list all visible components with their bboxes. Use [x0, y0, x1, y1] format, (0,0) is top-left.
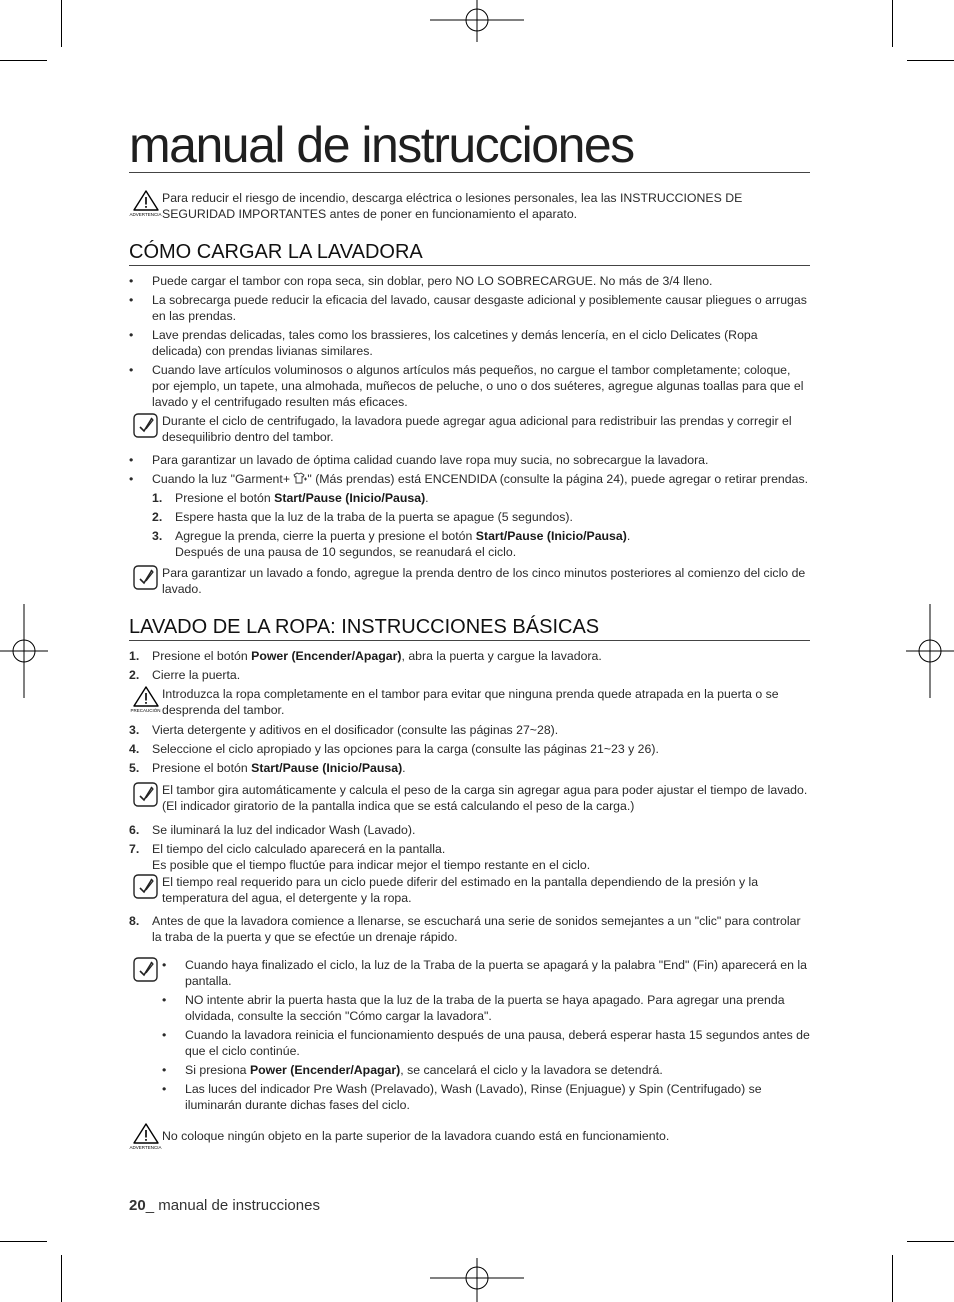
crop-mark — [0, 1241, 47, 1242]
crop-mark — [907, 1241, 954, 1242]
note-text: Para garantizar un lavado a fondo, agregue la prenda dentro de los cinco minutos posteriores al comienzo del ciclo de lavado. — [162, 566, 806, 596]
washing-steps — [129, 648, 810, 683]
step-item: 6. Se iluminará la luz del indicador Wash (Lavado). — [129, 823, 416, 837]
add-garment-steps — [152, 490, 810, 560]
crop-mark — [907, 60, 954, 61]
warning-icon-box — [129, 190, 162, 217]
note-icon — [133, 782, 158, 807]
list-item: • Cuando la luz "Garment+ " (Más prendas) está ENCENDIDA (consulte la página 24), puede agregar o retirar prendas. — [129, 471, 810, 487]
note-block — [129, 957, 810, 1116]
note-block — [129, 413, 810, 445]
list-item: • Cuando la lavadora reinicia el funcionamiento después de una pausa, deberá esperar hasta 15 segundos antes de que el ciclo continúe. — [162, 1027, 810, 1059]
caution-block — [129, 686, 810, 718]
note-icon — [133, 957, 158, 982]
note-block — [129, 874, 810, 906]
list-item: • NO intente abrir la puerta hasta que la luz de la traba de la puerta se haya apagado. Para agregar una prenda olvidada, consulte la sección "Cómo cargar la lavadora". — [162, 992, 810, 1024]
warning-text: Para reducir el riesgo de incendio, descarga eléctrica o lesiones personales, lea las INSTRUCCIONES DE SEGURIDAD IMPORTANTES antes de poner en funcionamiento el aparato. — [162, 191, 743, 221]
list-item: • Las luces del indicador Pre Wash (Prelavado), Wash (Lavado), Rinse (Enjuague) y Spin (Centrifugado) se iluminarán durante dichas fases del ciclo. — [162, 1081, 810, 1113]
caution-text: Introduzca la ropa completamente en el tambor para evitar que ninguna prenda quede atrapada en la puerta o se desprenda del tambor. — [162, 687, 779, 717]
list-item: • Si presiona Power (Encender/Apagar), se cancelará el ciclo y la lavadora se detendrá. — [162, 1062, 810, 1078]
list-item: • Para garantizar un lavado de óptima calidad cuando lave ropa muy sucia, no sobrecargue la lavadora. — [129, 452, 810, 468]
page-number: 20 — [129, 1197, 146, 1214]
step-item: 4. Seleccione el ciclo apropiado y las opciones para la carga (consulte las páginas 21~23 y 26). — [129, 742, 659, 756]
step-item: 1. Presione el botón Start/Pause (Inicio/Pausa). — [152, 491, 429, 505]
page-content — [129, 118, 810, 1157]
section-title-loading: CÓMO CARGAR LA LAVADORA — [129, 240, 810, 266]
crop-mark — [0, 60, 47, 61]
list-item: • Cuando haya finalizado el ciclo, la luz de la Traba de la puerta se apagará y la palabra "End" (Fin) aparecerá en la pantalla. — [162, 957, 810, 989]
loading-bullets — [129, 273, 810, 410]
note-text: Durante el ciclo de centrifugado, la lavadora puede agregar agua adicional para redistribuir las prendas y corregir el desequilibrio dentro del tambor. — [162, 414, 792, 444]
warning-block — [129, 1123, 810, 1150]
loading-bullets-2 — [129, 452, 810, 487]
step-item: 3. Vierta detergente y aditivos en el dosificador (consulte las páginas 27~28). — [129, 723, 559, 737]
warning-text: No coloque ningún objeto en la parte superior de la lavadora cuando está en funcionamiento. — [162, 1129, 670, 1143]
garment-plus-icon — [293, 472, 307, 484]
list-item: • La sobrecarga puede reducir la eficacia del lavado, causar desgaste adicional y posiblemente causar pliegues o arrugas en las prendas. — [129, 292, 810, 324]
washing-steps-3 — [129, 822, 810, 873]
crop-mark — [61, 1255, 62, 1302]
note-bullets — [162, 957, 810, 1116]
step-item: 2. Cierre la puerta. — [129, 668, 241, 682]
caution-icon — [133, 686, 159, 707]
washing-steps-4 — [129, 913, 810, 945]
warning-label: ADVERTENCIA — [129, 212, 162, 217]
note-icon — [133, 874, 158, 899]
warning-block — [129, 190, 810, 222]
step-item: 8. Antes de que la lavadora comience a llenarse, se escuchará una serie de sonidos semejantes a un "clic" para controlar la traba de la puerta y que se efectúe un drenaje rápido. — [129, 914, 801, 944]
step-item: 1. Presione el botón Power (Encender/Apagar), abra la puerta y cargue la lavadora. — [129, 649, 602, 663]
step-item: 3. Agregue la prenda, cierre la puerta y presione el botón Start/Pause (Inicio/Pausa). Después de una pausa de 10 segundos, se reanudará el ciclo. — [152, 529, 631, 559]
warning-icon — [133, 190, 159, 211]
registration-mark-top — [430, 0, 524, 42]
washing-steps-2 — [129, 722, 810, 776]
note-text: El tambor gira automáticamente y calcula el peso de la carga sin agregar agua para poder ajustar el tiempo de lavado. (El indicador giratorio de la pantalla indica que se está calculando el peso de la carga.) — [162, 783, 808, 813]
step-item: 5. Presione el botón Start/Pause (Inicio/Pausa). — [129, 761, 406, 775]
note-block — [129, 565, 810, 597]
note-icon — [133, 565, 158, 590]
list-item: • Cuando lave artículos voluminosos o algunos artículos más pequeños, no cargue el tambor completamente; coloque, por ejemplo, un tapete, una almohada, muñecos de peluche, o uno o dos suéteres, agregue algunas toallas para que el lavado y el centrifugado resulten más eficaces. — [129, 362, 810, 410]
note-icon — [133, 413, 158, 438]
section-title-washing: LAVADO DE LA ROPA: INSTRUCCIONES BÁSICAS — [129, 615, 810, 641]
step-item: 2. Espere hasta que la luz de la traba de la puerta se apague (5 segundos). — [152, 510, 573, 524]
note-block — [129, 782, 810, 814]
crop-mark — [61, 0, 62, 47]
step-item: 7. El tiempo del ciclo calculado aparecerá en la pantalla. Es posible que el tiempo fluctúe para indicar mejor el tiempo restante en el ciclo. — [129, 842, 591, 872]
note-text: El tiempo real requerido para un ciclo puede diferir del estimado en la pantalla dependiendo de la presión y la temperatura del agua, el detergente y la ropa. — [162, 875, 759, 905]
warning-icon — [133, 1123, 159, 1144]
list-item: • Puede cargar el tambor con ropa seca, sin doblar, pero NO LO SOBRECARGUE. No más de 3/4 lleno. — [129, 273, 810, 289]
page-title: manual de instrucciones — [129, 118, 810, 173]
caution-label: PRECAUCIÓN — [130, 708, 161, 713]
list-item: • Lave prendas delicadas, tales como los brassieres, los calcetines y demás lencería, en el ciclo Delicates (Ropa delicada) con prendas livianas similares. — [129, 327, 810, 359]
registration-mark-left — [0, 604, 48, 698]
page-footer — [129, 1197, 320, 1214]
crop-mark — [892, 1255, 893, 1302]
crop-mark — [892, 0, 893, 47]
registration-mark-bottom — [430, 1258, 524, 1302]
footer-text: _ manual de instrucciones — [145, 1197, 320, 1214]
warning-label: ADVERTENCIA — [129, 1145, 162, 1150]
registration-mark-right — [906, 604, 954, 698]
